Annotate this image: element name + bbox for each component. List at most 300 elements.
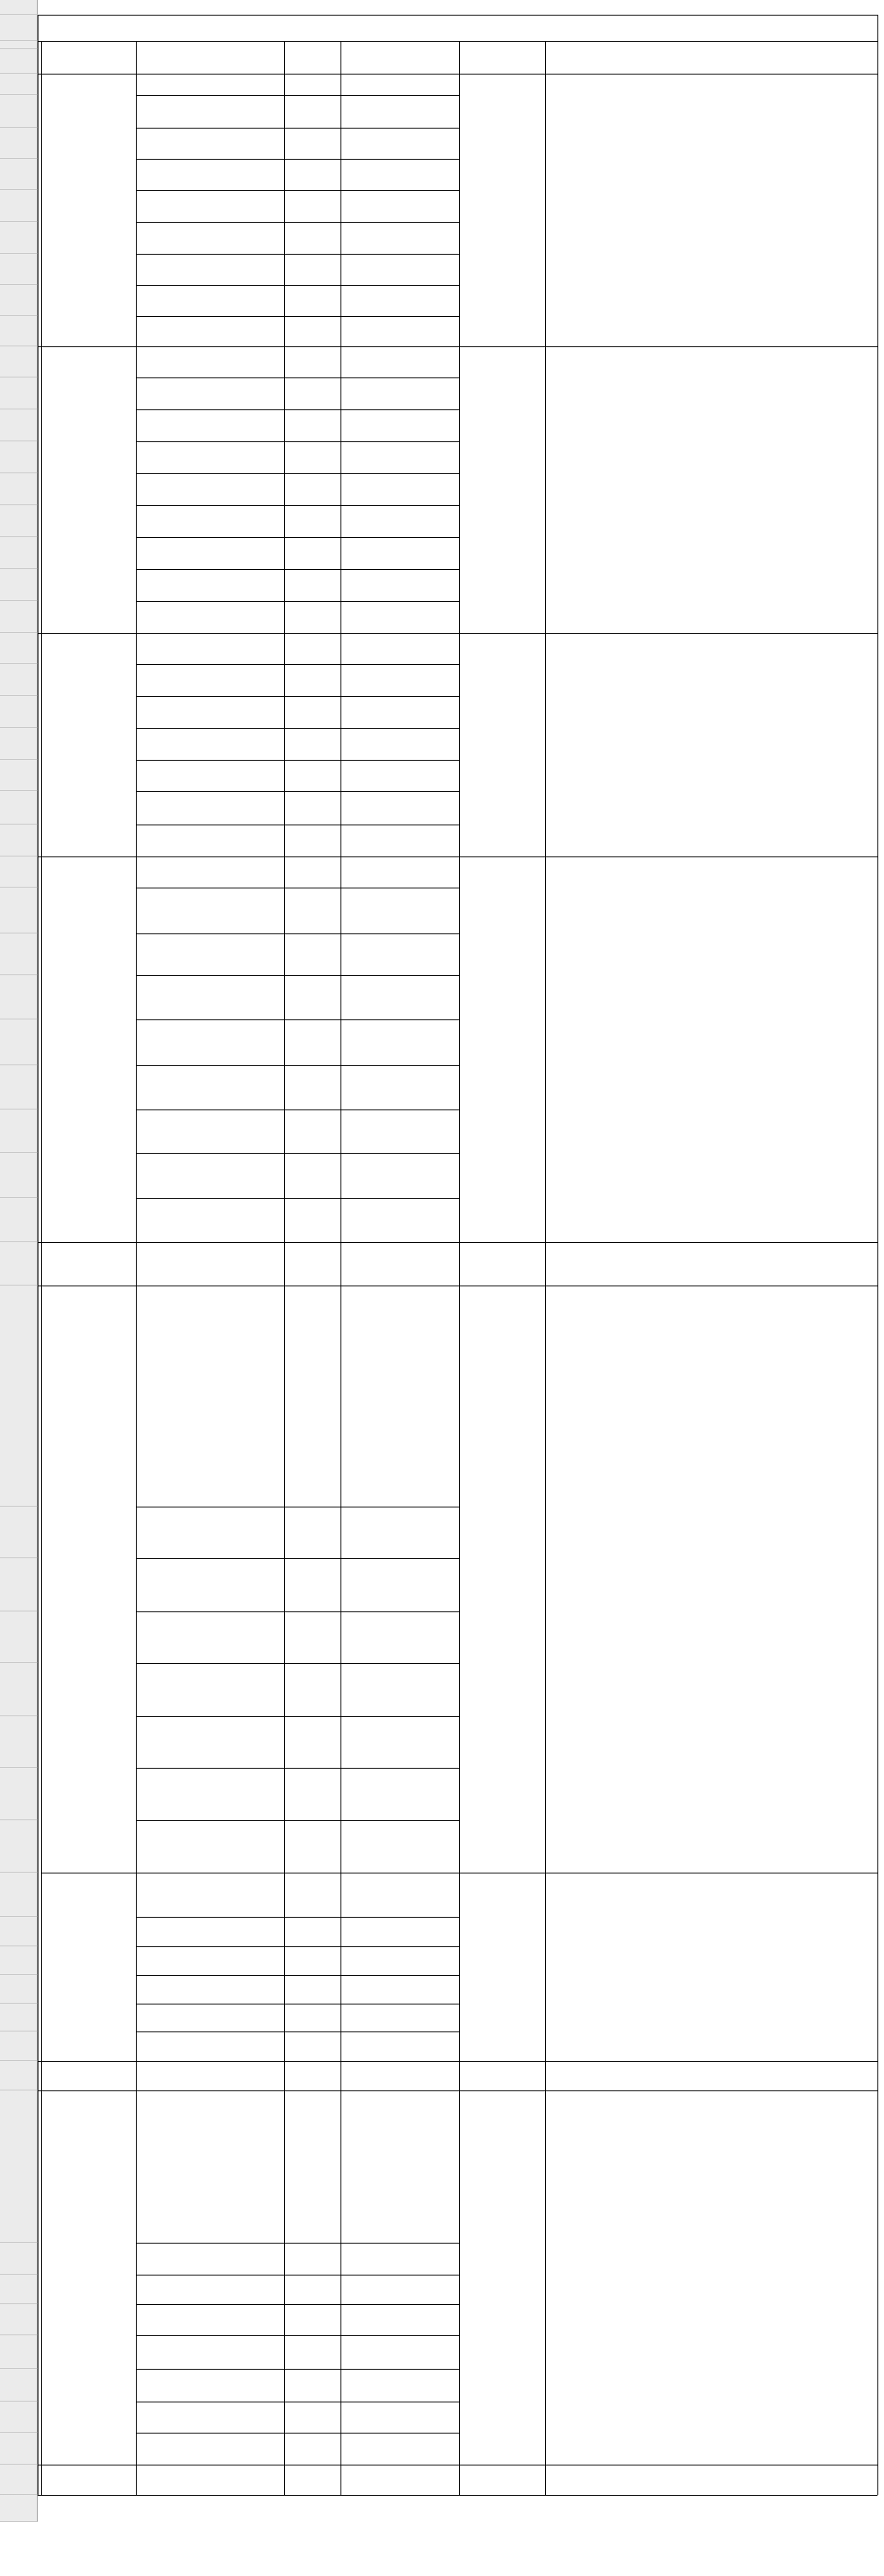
- position-name: [284, 95, 341, 128]
- hiring-count: [341, 1558, 459, 1611]
- hiring-count: [341, 1198, 459, 1242]
- position-name: [284, 888, 341, 933]
- position-code: [136, 2090, 284, 2243]
- row-header[interactable]: [0, 601, 38, 633]
- row-header[interactable]: [0, 377, 38, 409]
- grid-line: [136, 505, 459, 506]
- row-header[interactable]: [0, 1768, 38, 1820]
- grid-line: [136, 222, 459, 223]
- unit-category: [41, 74, 136, 346]
- position-name: [284, 664, 341, 696]
- row-header[interactable]: [0, 1558, 38, 1611]
- position-code: [136, 2243, 284, 2275]
- grid-line: [38, 15, 877, 16]
- position-name: [284, 569, 341, 601]
- hiring-count: [341, 760, 459, 791]
- position-name: [284, 473, 341, 505]
- row-header[interactable]: [0, 888, 38, 933]
- row-header[interactable]: [0, 728, 38, 760]
- position-code: [136, 346, 284, 377]
- unit-category: [41, 856, 136, 1242]
- cropped-column-text: [545, 1873, 877, 1905]
- hiring-count: [341, 1873, 459, 1917]
- position-name: [284, 1242, 341, 1286]
- row-header[interactable]: [0, 1611, 38, 1663]
- position-name: [284, 1286, 341, 1507]
- hiring-count: [341, 2031, 459, 2061]
- position-code: [136, 2335, 284, 2369]
- hiring-count: [341, 2004, 459, 2031]
- position-name: [284, 2275, 341, 2304]
- hiring-count: [341, 933, 459, 975]
- grid-line: [136, 1558, 459, 1559]
- hiring-count: [341, 537, 459, 569]
- position-code: [136, 1820, 284, 1873]
- row-header[interactable]: [0, 975, 38, 1019]
- row-header[interactable]: [0, 0, 38, 15]
- position-name: [284, 505, 341, 537]
- position-code: [136, 190, 284, 222]
- row-header[interactable]: [0, 190, 38, 222]
- grid-line: [136, 74, 459, 75]
- row-header[interactable]: [0, 1065, 38, 1109]
- position-name: [284, 975, 341, 1019]
- hiring-count: [341, 254, 459, 285]
- row-header[interactable]: [0, 1286, 38, 1507]
- row-header[interactable]: [0, 1975, 38, 2004]
- column-header-count: [341, 41, 459, 74]
- row-header[interactable]: [0, 2402, 38, 2433]
- hiring-count: [341, 409, 459, 441]
- row-header[interactable]: [0, 95, 38, 128]
- position-code: [136, 222, 284, 254]
- grid-line: [459, 41, 460, 2495]
- hiring-count: [341, 74, 459, 95]
- cropped-column-text: [545, 633, 877, 666]
- hiring-count: [341, 505, 459, 537]
- row-header[interactable]: [0, 1507, 38, 1558]
- qualification-text: [459, 856, 545, 1242]
- row-header[interactable]: [0, 537, 38, 569]
- page-title: [311, 15, 876, 41]
- row-header[interactable]: [0, 664, 38, 696]
- grid-line: [136, 473, 459, 474]
- position-name: [284, 601, 341, 633]
- position-name: [284, 74, 341, 95]
- position-name: [284, 1873, 341, 1917]
- position-code: [136, 825, 284, 856]
- grid-line: [136, 377, 459, 378]
- hiring-count: [341, 856, 459, 888]
- grid-line: [136, 1946, 459, 1947]
- position-name: [284, 377, 341, 409]
- row-header[interactable]: [0, 2304, 38, 2335]
- hiring-count: [341, 2061, 459, 2090]
- hiring-count: [341, 2090, 459, 2243]
- row-header[interactable]: [0, 1820, 38, 1873]
- position-code: [136, 1768, 284, 1820]
- row-header[interactable]: [0, 2369, 38, 2402]
- hiring-count: [341, 128, 459, 159]
- hiring-count: [341, 2243, 459, 2275]
- hiring-count: [341, 975, 459, 1019]
- hiring-count: [341, 1065, 459, 1109]
- row-header[interactable]: [0, 74, 38, 95]
- position-code: [136, 1019, 284, 1065]
- row-header[interactable]: [0, 1917, 38, 1946]
- grid-line: [136, 1198, 459, 1199]
- position-code: [136, 2061, 284, 2090]
- position-code: [136, 1946, 284, 1975]
- unit-category: [41, 633, 136, 856]
- grid-line: [136, 2433, 459, 2434]
- qualification-text: [459, 2061, 545, 2090]
- grid-line: [136, 2335, 459, 2336]
- position-name: [284, 1663, 341, 1716]
- qualification-text: [459, 2090, 545, 2465]
- row-header[interactable]: [0, 933, 38, 975]
- grid-line: [284, 41, 285, 2495]
- qualification-text: [459, 1242, 545, 1286]
- grid-line: [136, 316, 459, 317]
- hiring-count: [341, 2369, 459, 2402]
- row-header[interactable]: [0, 1153, 38, 1198]
- qualification-text: [459, 74, 545, 346]
- hiring-count: [341, 1820, 459, 1873]
- position-code: [136, 1242, 284, 1286]
- position-name: [284, 159, 341, 190]
- grid-line: [136, 128, 459, 129]
- grid-line: [38, 41, 877, 42]
- row-header[interactable]: [0, 825, 38, 856]
- position-name: [284, 1198, 341, 1242]
- qualification-text: [459, 1873, 545, 2061]
- hiring-count: [341, 1611, 459, 1663]
- grid-line: [136, 2031, 459, 2032]
- row-header[interactable]: [0, 2495, 38, 2522]
- position-code: [136, 933, 284, 975]
- row-header[interactable]: [0, 569, 38, 601]
- row-header[interactable]: [0, 1873, 38, 1917]
- grid-line: [136, 254, 459, 255]
- grid-line: [136, 95, 459, 96]
- grid-line: [136, 1768, 459, 1769]
- hiring-count: [341, 1507, 459, 1558]
- row-header[interactable]: [0, 1663, 38, 1716]
- total-value: [41, 2465, 545, 2495]
- position-code: [136, 633, 284, 664]
- hiring-count: [341, 473, 459, 505]
- unit-category: [41, 2090, 136, 2465]
- grid-line: [136, 537, 459, 538]
- position-code: [136, 664, 284, 696]
- grid-line: [136, 975, 459, 976]
- grid-line: [545, 41, 546, 2495]
- row-header[interactable]: [0, 41, 38, 49]
- position-name: [284, 1153, 341, 1198]
- hiring-count: [341, 2275, 459, 2304]
- grid-line: [136, 1820, 459, 1821]
- grid-line: [136, 1019, 459, 1020]
- row-header[interactable]: [0, 2090, 38, 2243]
- row-header[interactable]: [0, 1716, 38, 1768]
- position-code: [136, 975, 284, 1019]
- position-code: [136, 601, 284, 633]
- position-code: [136, 1507, 284, 1558]
- row-header[interactable]: [0, 2465, 38, 2495]
- position-name: [284, 856, 341, 888]
- row-header[interactable]: [0, 1109, 38, 1153]
- position-name: [284, 2243, 341, 2275]
- grid-line: [136, 441, 459, 442]
- position-name: [284, 285, 341, 316]
- position-name: [284, 128, 341, 159]
- row-header[interactable]: [0, 15, 38, 41]
- hiring-count: [341, 1286, 459, 1507]
- position-name: [284, 2335, 341, 2369]
- hiring-count: [341, 316, 459, 346]
- grid-line: [38, 2495, 877, 2496]
- position-code: [136, 1065, 284, 1109]
- position-name: [284, 2402, 341, 2433]
- row-header[interactable]: [0, 159, 38, 190]
- grid-line: [136, 696, 459, 697]
- hiring-count: [341, 1716, 459, 1768]
- position-code: [136, 1663, 284, 1716]
- unit-category: [41, 1242, 136, 1286]
- position-name: [284, 1109, 341, 1153]
- hiring-count: [341, 95, 459, 128]
- row-header[interactable]: [0, 2004, 38, 2031]
- hiring-count: [341, 888, 459, 933]
- position-code: [136, 2275, 284, 2304]
- position-code: [136, 441, 284, 473]
- hiring-count: [341, 1019, 459, 1065]
- position-code: [136, 285, 284, 316]
- position-name: [284, 1716, 341, 1768]
- hiring-count: [341, 1153, 459, 1198]
- grid-line: [136, 791, 459, 792]
- position-code: [136, 473, 284, 505]
- position-name: [284, 190, 341, 222]
- hiring-count: [341, 159, 459, 190]
- position-code: [136, 2304, 284, 2335]
- position-name: [284, 2004, 341, 2031]
- position-code: [136, 2402, 284, 2433]
- position-name: [284, 316, 341, 346]
- hiring-count: [341, 791, 459, 825]
- position-code: [136, 1558, 284, 1611]
- position-code: [136, 569, 284, 601]
- hiring-count: [341, 601, 459, 633]
- position-name: [284, 1946, 341, 1975]
- position-name: [284, 2031, 341, 2061]
- position-code: [136, 2031, 284, 2061]
- row-header[interactable]: [0, 49, 38, 74]
- hiring-count: [341, 2304, 459, 2335]
- row-header[interactable]: [0, 254, 38, 285]
- hiring-count: [341, 696, 459, 728]
- row-header[interactable]: [0, 128, 38, 159]
- hiring-count: [341, 1946, 459, 1975]
- row-header[interactable]: [0, 505, 38, 537]
- position-name: [284, 933, 341, 975]
- row-header[interactable]: [0, 2243, 38, 2275]
- row-header[interactable]: [0, 1946, 38, 1975]
- grid-line: [136, 1065, 459, 1066]
- row-header[interactable]: [0, 791, 38, 825]
- position-code: [136, 791, 284, 825]
- grid-line: [136, 1975, 459, 1976]
- position-code: [136, 537, 284, 569]
- grid-line: [136, 1109, 459, 1110]
- position-name: [284, 1507, 341, 1558]
- position-code: [136, 2433, 284, 2465]
- grid-line: [136, 1716, 459, 1717]
- position-name: [284, 254, 341, 285]
- position-name: [284, 2304, 341, 2335]
- cropped-column-text: [545, 74, 877, 106]
- row-header[interactable]: [0, 473, 38, 505]
- position-name: [284, 441, 341, 473]
- position-code: [136, 377, 284, 409]
- hiring-count: [341, 664, 459, 696]
- position-name: [284, 2090, 341, 2243]
- position-name: [284, 791, 341, 825]
- qualification-text: [459, 1286, 545, 1873]
- row-header[interactable]: [0, 760, 38, 791]
- hiring-count: [341, 2335, 459, 2369]
- cropped-column-text: [545, 856, 877, 889]
- grid-line: [136, 1663, 459, 1664]
- position-name: [284, 2433, 341, 2465]
- grid-line: [136, 1917, 459, 1918]
- position-code: [136, 254, 284, 285]
- position-code: [136, 1917, 284, 1946]
- row-header[interactable]: [0, 409, 38, 441]
- position-name: [284, 1558, 341, 1611]
- hiring-count: [341, 1109, 459, 1153]
- position-name: [284, 633, 341, 664]
- cropped-column-text: [545, 1242, 877, 1275]
- grid-line: [136, 41, 137, 2495]
- row-header[interactable]: [0, 696, 38, 728]
- row-header[interactable]: [0, 1242, 38, 1286]
- position-code: [136, 1716, 284, 1768]
- hiring-count: [341, 441, 459, 473]
- position-code: [136, 1109, 284, 1153]
- grid-line: [136, 760, 459, 761]
- grid-line: [136, 2243, 459, 2244]
- position-name: [284, 1820, 341, 1873]
- position-name: [284, 1019, 341, 1065]
- position-code: [136, 409, 284, 441]
- position-code: [136, 728, 284, 760]
- position-code: [136, 1611, 284, 1663]
- position-code: [136, 1975, 284, 2004]
- grid-line: [136, 664, 459, 665]
- position-name: [284, 1917, 341, 1946]
- grid-line: [136, 601, 459, 602]
- position-code: [136, 128, 284, 159]
- position-name: [284, 1975, 341, 2004]
- position-code: [136, 888, 284, 933]
- position-code: [136, 316, 284, 346]
- position-code: [136, 1153, 284, 1198]
- column-header-qualification: [459, 41, 545, 74]
- grid-line: [136, 933, 459, 934]
- row-header[interactable]: [0, 346, 38, 377]
- grid-line: [136, 728, 459, 729]
- hiring-count: [341, 728, 459, 760]
- row-header[interactable]: [0, 856, 38, 888]
- position-code: [136, 95, 284, 128]
- hiring-count: [341, 825, 459, 856]
- hiring-count: [341, 1917, 459, 1946]
- grid-line: [136, 1153, 459, 1154]
- unit-category: [41, 1873, 136, 2061]
- row-header[interactable]: [0, 222, 38, 254]
- position-code: [136, 2004, 284, 2031]
- row-header[interactable]: [0, 1198, 38, 1242]
- column-header-position: [284, 41, 341, 74]
- unit-category: [41, 2061, 136, 2090]
- qualification-text: [459, 633, 545, 856]
- row-header[interactable]: [0, 316, 38, 346]
- grid-line: [136, 190, 459, 191]
- row-header[interactable]: [0, 2433, 38, 2465]
- position-name: [284, 696, 341, 728]
- unit-category: [41, 346, 136, 633]
- row-header[interactable]: [0, 441, 38, 473]
- cropped-column-text: [545, 1286, 877, 1318]
- cropped-column-text: [545, 2061, 877, 2094]
- position-name: [284, 1065, 341, 1109]
- hiring-count: [341, 346, 459, 377]
- position-code: [136, 1198, 284, 1242]
- position-code: [136, 1873, 284, 1917]
- row-header[interactable]: [0, 2335, 38, 2369]
- hiring-count: [341, 377, 459, 409]
- position-code: [136, 760, 284, 791]
- position-name: [284, 760, 341, 791]
- hiring-count: [341, 222, 459, 254]
- hiring-count: [341, 1663, 459, 1716]
- row-header[interactable]: [0, 2275, 38, 2304]
- position-name: [284, 1768, 341, 1820]
- position-name: [284, 825, 341, 856]
- row-header[interactable]: [0, 285, 38, 316]
- position-name: [284, 2061, 341, 2090]
- position-code: [136, 74, 284, 95]
- hiring-count: [341, 1768, 459, 1820]
- position-code: [136, 159, 284, 190]
- grid-line: [136, 409, 459, 410]
- hiring-count: [341, 2433, 459, 2465]
- position-name: [284, 728, 341, 760]
- grid-line: [136, 1611, 459, 1612]
- row-header[interactable]: [0, 2061, 38, 2090]
- position-name: [284, 1611, 341, 1663]
- row-header[interactable]: [0, 2031, 38, 2061]
- grid-line: [136, 2369, 459, 2370]
- grid-line: [136, 2304, 459, 2305]
- cropped-column-text: [545, 2090, 877, 2123]
- row-header[interactable]: [0, 1019, 38, 1065]
- hiring-count: [341, 2402, 459, 2433]
- unit-category: [41, 1286, 136, 1873]
- row-header[interactable]: [0, 633, 38, 664]
